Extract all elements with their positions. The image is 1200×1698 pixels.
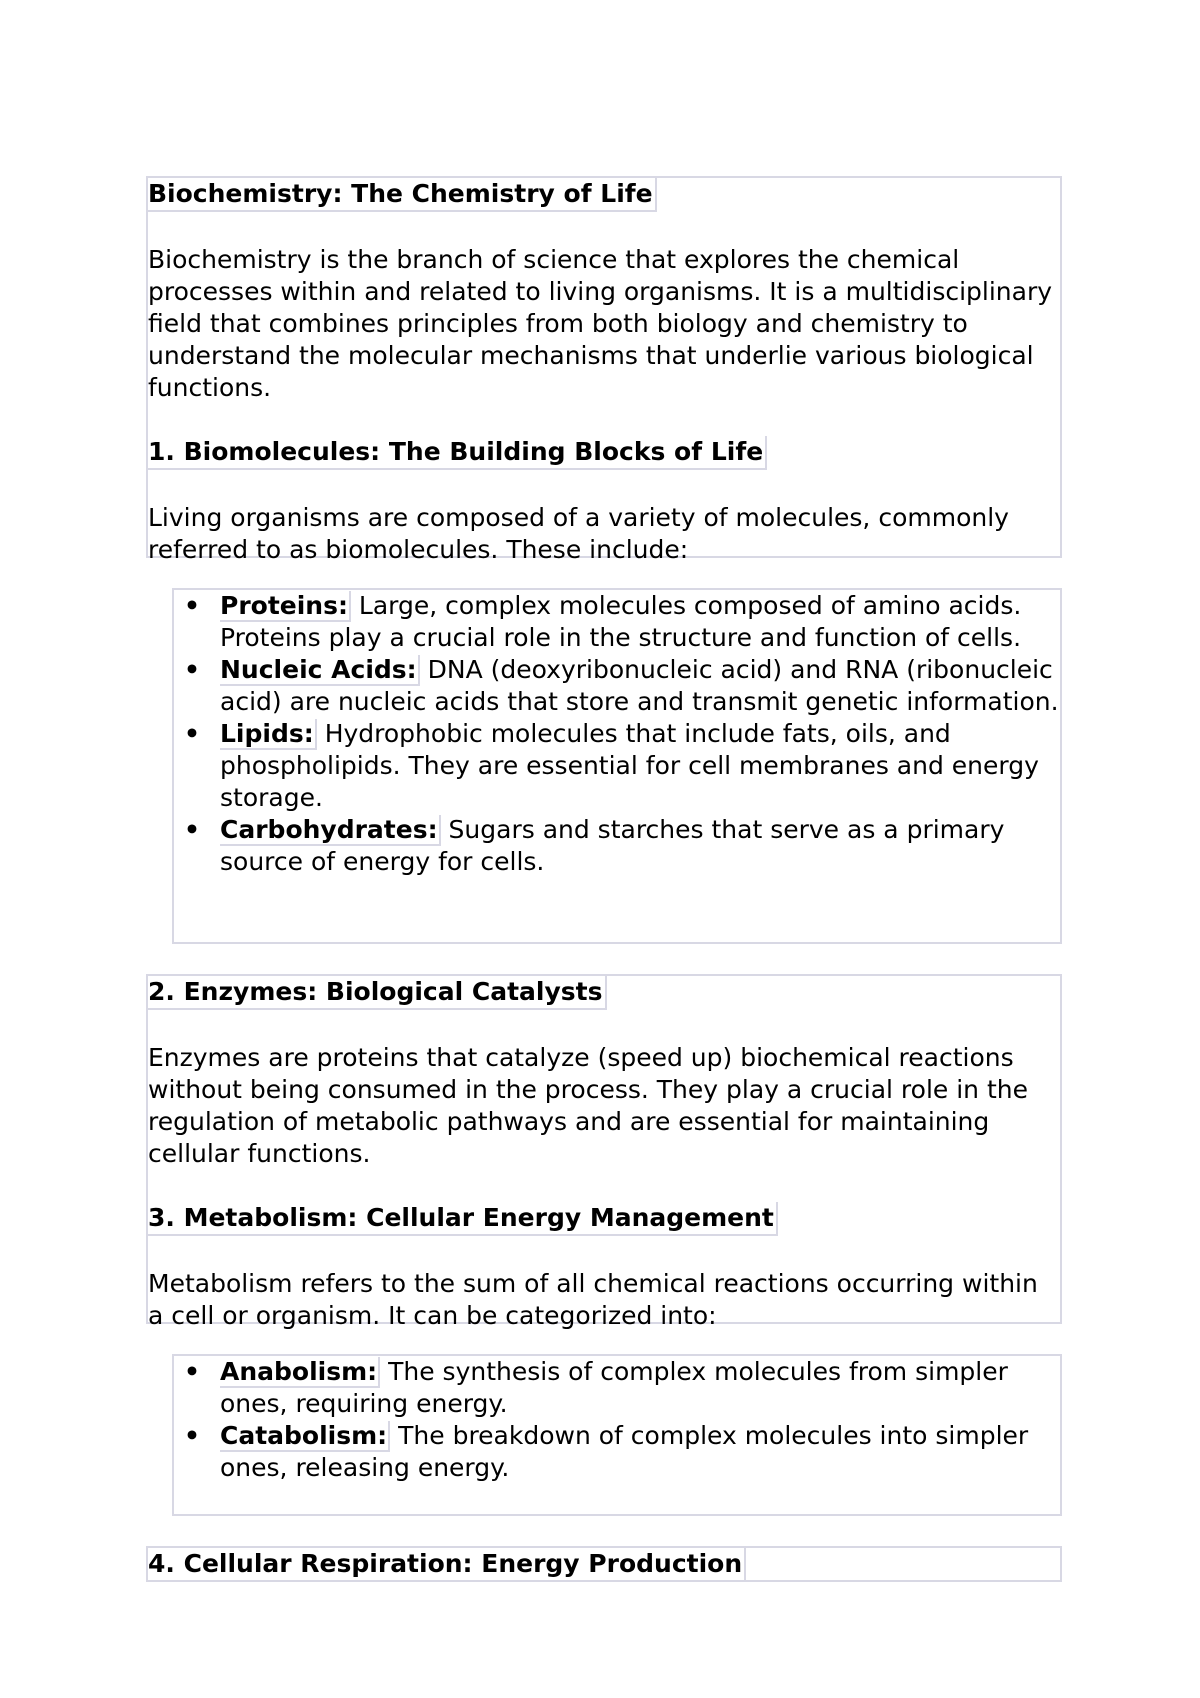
section-2-paragraph: Enzymes are proteins that catalyze (speed up) biochemical reactions without being consumed in the process. They play a crucial role in the regulation of metabolic pathways and are essential for maintaining cellular functions. [148, 1043, 1028, 1168]
list-item-text: DNA (deoxyribonucleic acid) and RNA (ribonucleic acid) are nucleic acids that store and transmit genetic information. [220, 655, 1059, 716]
intro-block [146, 176, 1062, 564]
section-4-heading: 4. Cellular Respiration: Energy Production [148, 1548, 746, 1582]
enzymes-metabolism-block [146, 974, 1062, 1330]
biomolecules-list-block [172, 588, 1062, 944]
list-item-anabolism [174, 1356, 1060, 1420]
intro-paragraph: Biochemistry is the branch of science that explores the chemical processes within and related to living organisms. It is a multidisciplinary field that combines principles from both biology and chemistry to understand the molecular mechanisms that underlie various biological functions. [148, 245, 1053, 402]
list-item-text: Large, complex molecules composed of amino acids. Proteins play a crucial role in the structure and function of cells. [220, 591, 1022, 652]
list-item-nucleic-acids [174, 654, 1060, 718]
list-item-text: The breakdown of complex molecules into simpler ones, releasing energy. [220, 1421, 1029, 1482]
section-3-paragraph: Metabolism refers to the sum of all chemical reactions occurring within a cell or organism. It can be categorized into: [148, 1269, 1038, 1330]
bullet-icon: • [184, 815, 200, 844]
list-item-term: Lipids: [220, 719, 317, 750]
list-item-carbohydrates [174, 814, 1060, 878]
list-item-text: Hydrophobic molecules that include fats, oils, and phospholipids. They are essential for cell membranes and energy storage. [220, 719, 1039, 812]
section-1-heading: 1. Biomolecules: The Building Blocks of Life [148, 436, 767, 470]
respiration-block [146, 1546, 1062, 1582]
section-2-heading: 2. Enzymes: Biological Catalysts [148, 976, 607, 1010]
document-title: Biochemistry: The Chemistry of Life [148, 178, 657, 212]
list-item-term: Catabolism: [220, 1421, 390, 1452]
section-3-heading: 3. Metabolism: Cellular Energy Management [148, 1202, 778, 1236]
bullet-icon: • [184, 1421, 200, 1450]
bullet-icon: • [184, 655, 200, 684]
list-item-text: The synthesis of complex molecules from simpler ones, requiring energy. [220, 1357, 1008, 1418]
list-item-proteins [174, 590, 1060, 654]
section-1-paragraph: Living organisms are composed of a variety of molecules, commonly referred to as biomolecules. These include: [148, 503, 1009, 564]
list-item-lipids [174, 718, 1060, 814]
metabolism-list-block [172, 1354, 1062, 1516]
bullet-icon: • [184, 591, 200, 620]
metabolism-list [174, 1356, 1060, 1484]
list-item-term: Nucleic Acids: [220, 655, 420, 686]
list-item-term: Carbohydrates: [220, 815, 441, 846]
list-item-catabolism [174, 1420, 1060, 1484]
list-item-term: Proteins: [220, 591, 351, 622]
bullet-icon: • [184, 719, 200, 748]
biomolecules-list [174, 590, 1060, 878]
bullet-icon: • [184, 1357, 200, 1386]
list-item-text: Sugars and starches that serve as a primary source of energy for cells. [220, 815, 1005, 876]
list-item-term: Anabolism: [220, 1357, 380, 1388]
